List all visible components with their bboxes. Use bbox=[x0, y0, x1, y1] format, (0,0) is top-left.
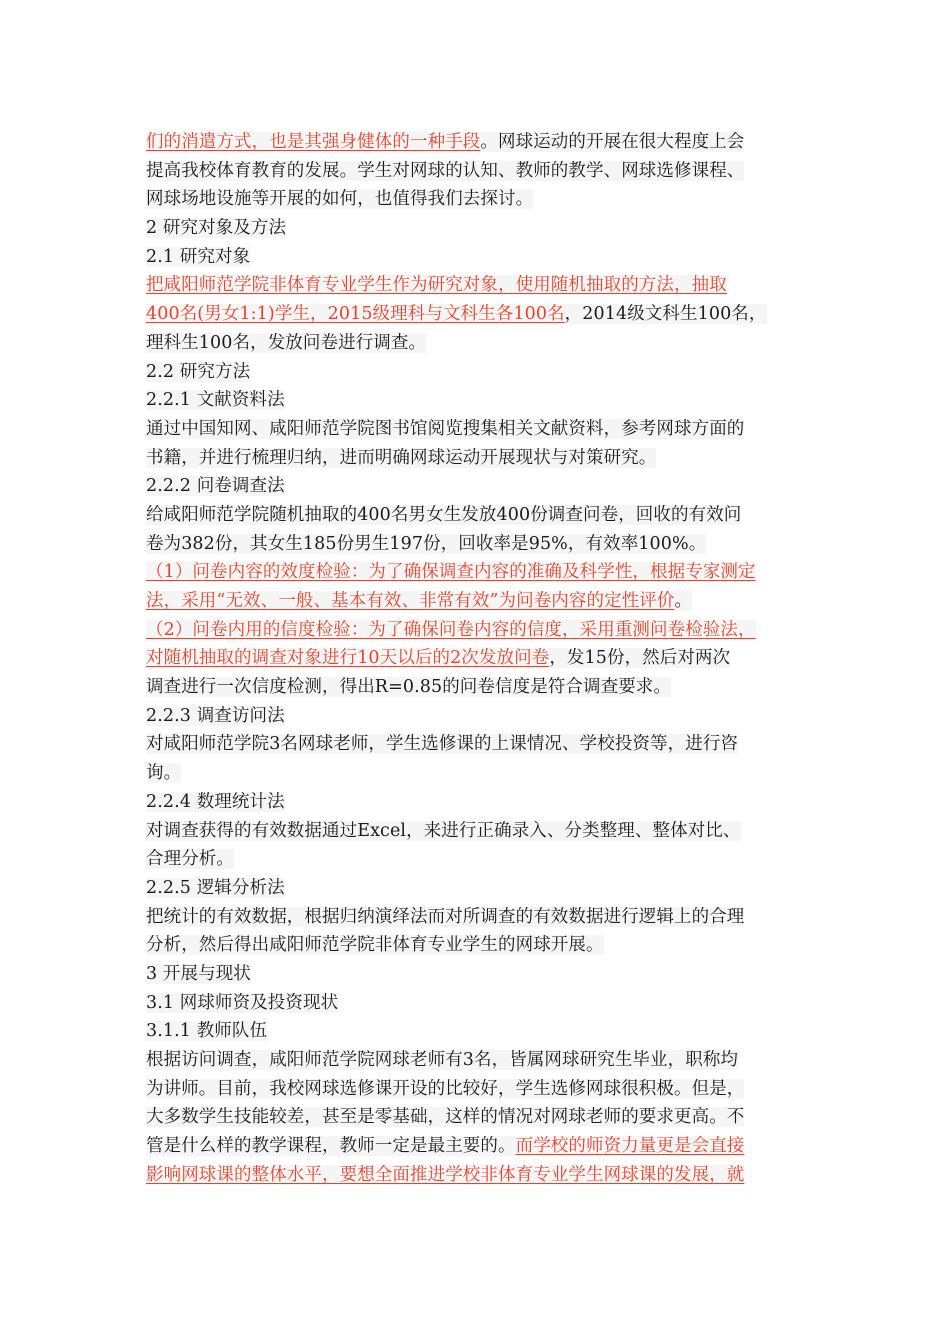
text-segment: 。 bbox=[674, 591, 693, 611]
line-highlight bbox=[146, 390, 285, 410]
line-highlight bbox=[146, 189, 533, 209]
line-highlight bbox=[146, 505, 741, 525]
line-highlight bbox=[146, 132, 744, 152]
annotated-text: 们的消遣方式，也是其强身健体的一种手段 bbox=[146, 132, 481, 152]
text-segment: 3.1 网球师资及投资现状 bbox=[146, 992, 339, 1013]
text-line bbox=[146, 1161, 816, 1190]
text-segment: 对调查获得的有效数据通过Excel，来进行正确录入、分类整理、整体对比、 bbox=[146, 820, 741, 841]
text-segment: 。网球运动的开展在很大程度上会 bbox=[480, 132, 745, 152]
line-highlight bbox=[146, 734, 738, 754]
text-line bbox=[146, 185, 816, 214]
text-line bbox=[146, 1017, 816, 1046]
text-line bbox=[146, 157, 816, 186]
text-segment: 3 开展与现状 bbox=[146, 963, 251, 984]
line-highlight bbox=[146, 1107, 744, 1127]
text-segment: 合理分析。 bbox=[146, 849, 234, 870]
line-highlight bbox=[146, 763, 181, 783]
line-highlight bbox=[146, 161, 744, 181]
line-highlight bbox=[146, 648, 730, 668]
line-highlight bbox=[146, 419, 744, 439]
text-line bbox=[146, 1046, 816, 1075]
text-segment: ，发15份，然后对两次 bbox=[549, 648, 731, 669]
text-line bbox=[146, 1075, 816, 1104]
text-segment: 3.1.1 教师队伍 bbox=[146, 1021, 268, 1042]
text-segment: 2.1 研究对象 bbox=[146, 246, 251, 267]
text-segment: 给咸阳师范学院随机抽取的400名男女生发放400份调查问卷，回收的有效问 bbox=[146, 504, 742, 525]
text-segment: 2.2.2 问卷调查法 bbox=[146, 476, 285, 497]
text-line bbox=[146, 759, 816, 788]
text-line bbox=[146, 989, 816, 1018]
text-line bbox=[146, 616, 816, 645]
line-highlight bbox=[146, 620, 756, 640]
annotated-text: （2）问卷内用的信度检验：为了确保问卷内容的信度，采用重测问卷检验法， bbox=[146, 619, 756, 640]
text-segment: 书籍，并进行梳理归纳，进而明确网球运动开展现状与对策研究。 bbox=[146, 447, 657, 468]
line-highlight bbox=[146, 677, 671, 697]
line-highlight bbox=[146, 821, 741, 841]
line-highlight bbox=[146, 964, 251, 984]
text-line bbox=[146, 702, 816, 731]
text-line bbox=[146, 1132, 816, 1161]
annotated-text: 法，采用“无效、一般、基本有效、非常有效”为问卷内容的定性评价 bbox=[146, 591, 675, 611]
line-highlight bbox=[146, 878, 285, 898]
text-line bbox=[146, 960, 816, 989]
annotated-text: 把咸阳师范学院非体育专业学生作为研究对象，使用随机抽取的方法，抽取 bbox=[146, 275, 727, 296]
text-segment: 2.2.5 逻辑分析法 bbox=[146, 877, 285, 898]
text-segment: 通过中国知网、咸阳师范学院图书馆阅览搜集相关文献资料，参考网球方面的 bbox=[146, 418, 745, 439]
text-line bbox=[146, 644, 816, 673]
text-line bbox=[146, 243, 816, 272]
text-segment: 根据访问调查，咸阳师范学院网球老师有3名，皆属网球研究生毕业，职称均 bbox=[146, 1050, 739, 1070]
annotated-text: 而学校的师资力量更是会直接 bbox=[515, 1136, 745, 1157]
text-segment: 大多数学生技能较差，甚至是零基础，这样的情况对网球老师的要求更高。不 bbox=[146, 1107, 745, 1128]
line-highlight bbox=[146, 275, 727, 295]
text-line bbox=[146, 415, 816, 444]
text-line bbox=[146, 817, 816, 846]
text-segment: 2.2 研究方法 bbox=[146, 361, 251, 382]
line-highlight bbox=[146, 1136, 744, 1156]
line-highlight bbox=[146, 1165, 744, 1185]
text-line bbox=[146, 845, 816, 874]
annotated-text: 对随机抽取的调查对象进行10天以后的2次发放问卷 bbox=[146, 648, 550, 669]
text-segment: 调查进行一次信度检测，得出R=0.85的问卷信度是符合调查要求。 bbox=[146, 677, 672, 698]
line-highlight bbox=[146, 476, 285, 496]
text-line bbox=[146, 271, 816, 300]
text-line bbox=[146, 730, 816, 759]
line-highlight bbox=[146, 907, 744, 927]
text-line bbox=[146, 788, 816, 817]
line-highlight bbox=[146, 792, 285, 812]
text-line bbox=[146, 472, 816, 501]
text-segment: 网球场地设施等开展的如何，也值得我们去探讨。 bbox=[146, 189, 534, 210]
text-line bbox=[146, 587, 816, 616]
text-segment: 2 研究对象及方法 bbox=[146, 218, 287, 239]
line-highlight bbox=[146, 706, 285, 726]
text-line bbox=[146, 300, 816, 329]
text-line bbox=[146, 358, 816, 387]
text-line bbox=[146, 530, 816, 559]
line-highlight bbox=[146, 448, 656, 468]
text-line bbox=[146, 874, 816, 903]
text-line bbox=[146, 903, 816, 932]
line-highlight bbox=[146, 304, 767, 324]
text-line bbox=[146, 214, 816, 243]
text-segment: 2.2.3 调查访问法 bbox=[146, 705, 285, 726]
line-highlight bbox=[146, 562, 756, 582]
text-segment: 2.2.4 数理统计法 bbox=[146, 791, 285, 812]
line-highlight bbox=[146, 534, 706, 554]
text-line bbox=[146, 558, 816, 587]
line-highlight bbox=[146, 591, 692, 611]
line-highlight bbox=[146, 1021, 267, 1041]
text-segment: 管是什么样的教学课程，教师一定是最主要的。 bbox=[146, 1136, 516, 1157]
text-line bbox=[146, 329, 816, 358]
line-highlight bbox=[146, 333, 426, 353]
text-segment: 理科生100名，发放问卷进行调查。 bbox=[146, 332, 427, 353]
line-highlight bbox=[146, 993, 338, 1013]
text-segment: 2.2.1 文献资料法 bbox=[146, 390, 285, 411]
text-segment: 提高我校体育教育的发展。学生对网球的认知、教师的教学、网球选修课程、 bbox=[146, 160, 745, 181]
text-line bbox=[146, 128, 816, 157]
line-highlight bbox=[146, 218, 286, 238]
text-segment: 为讲师。目前，我校网球选修课开设的比较好，学生选修网球很积极。但是， bbox=[146, 1078, 745, 1099]
text-segment: 把统计的有效数据，根据归纳演绎法而对所调查的有效数据进行逻辑上的合理 bbox=[146, 906, 745, 927]
text-segment: 分析，然后得出咸阳师范学院非体育专业学生的网球开展。 bbox=[146, 935, 604, 956]
text-line bbox=[146, 501, 816, 530]
text-line bbox=[146, 444, 816, 473]
annotated-text: 400名(男女1:1)学生，2015级理科与文科生各100名 bbox=[146, 304, 565, 325]
text-line bbox=[146, 931, 816, 960]
line-highlight bbox=[146, 935, 604, 955]
text-segment: 对咸阳师范学院3名网球老师，学生选修课的上课情况、学校投资等，进行咨 bbox=[146, 734, 739, 755]
annotated-text: （1）问卷内容的效度检验：为了确保调查内容的准确及科学性，根据专家测定 bbox=[146, 562, 756, 583]
annotated-text: 影响网球课的整体水平，要想全面推进学校非体育专业学生网球课的发展，就 bbox=[146, 1164, 745, 1185]
text-line bbox=[146, 1103, 816, 1132]
line-highlight bbox=[146, 1079, 744, 1099]
line-highlight bbox=[146, 1050, 738, 1070]
text-line bbox=[146, 386, 816, 415]
line-highlight bbox=[146, 362, 250, 382]
body-text bbox=[146, 128, 816, 1189]
text-segment: ，2014级文科生100名， bbox=[564, 304, 767, 325]
text-segment: 询。 bbox=[146, 763, 182, 784]
line-highlight bbox=[146, 849, 234, 869]
text-line bbox=[146, 673, 816, 702]
text-segment: 卷为382份，其女生185份男生197份，回收率是95%，有效率100%。 bbox=[146, 533, 707, 554]
line-highlight bbox=[146, 247, 250, 267]
